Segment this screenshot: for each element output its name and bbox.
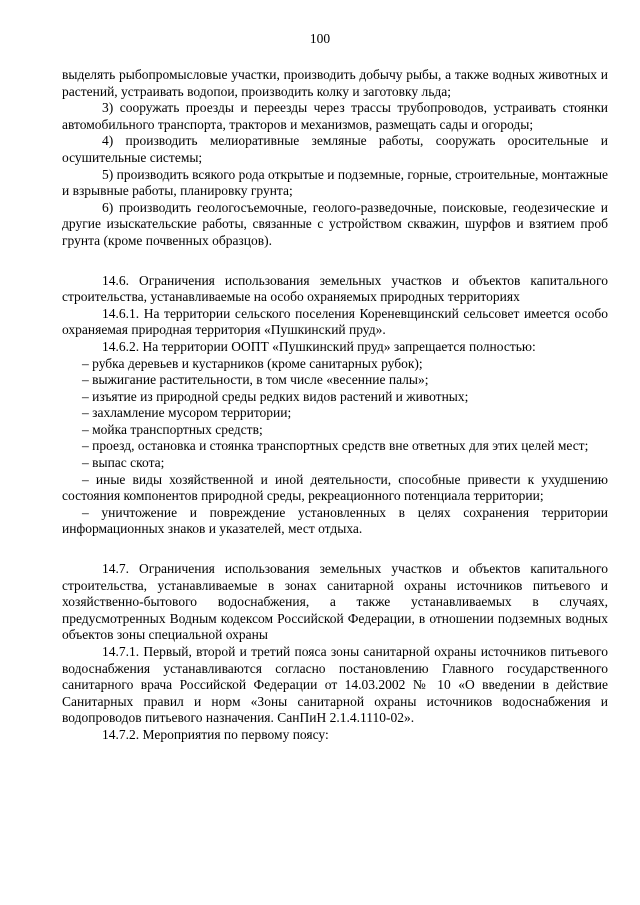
paragraph-gap [62,250,608,273]
list-item: – рубка деревьев и кустарников (кроме санитарных рубок); [82,355,423,371]
paragraph: 14.6.1. На территории сельского поселения Кореневщинский сельсовет имеется особо охраняемая природная территория «Пушкинский пруд». [62,305,608,338]
paragraph: 4) производить мелиоративные земляные работы, сооружать оросительные и осушительные системы; [62,133,608,165]
paragraph: 5) производить всякого рода открытые и подземные, горные, строительные, монтажные и взрывные работы, планировку грунта; [62,166,608,199]
list-item: – изъятие из природной среды редких видов растений и животных; [82,388,469,404]
paragraph: 14.6. Ограничения использования земельных участков и объектов капитального строительства, устанавливаемые на особо охраняемых природных территориях [62,272,608,305]
paragraph: 14.7.1. Первый, второй и третий пояса зоны санитарной охраны источников питьевого водоснабжения устанавливаются согласно постановлению Главного государственного санитарного врача Российской Федерации от 14.03.2002 № 10 «О введении в действие Санитарных правил и норм «Зоны санитарной охраны источников водоснабжения и водопроводов питьевого назначения. СанПиН 2.1.4.1110-02». [62,644,608,726]
paragraph: 14.7. Ограничения использования земельных участков и объектов капитального строительства, устанавливаемые в зонах санитарной охраны источников питьевого и хозяйственно-бытового водоснабжения, а также устанавливаемых в случаях, предусмотренных Водным кодексом Российской Федерации, в отношении подземных водных объектов зоны специальной охраны [62,561,608,643]
paragraph: 3) сооружать проезды и переезды через трассы трубопроводов, устраивать стоянки автомобильного транспорта, тракторов и механизмов, размещать сады и огороды; [62,100,608,132]
paragraph: выделять рыбопромысловые участки, производить добычу рыбы, а также водных животных и растений, устраивать водопои, производить колку и заготовку льда; [62,67,608,99]
paragraph-gap [62,538,608,561]
list-item: – мойка транспортных средств; [82,421,263,437]
page-number: 100 [309,31,331,46]
list-item: – выпас скота; [82,455,165,471]
paragraph: 14.6.2. На территории ООПТ «Пушкинский пруд» запрещается полностью: [102,338,536,354]
list-item: – уничтожение и повреждение установленных в целях сохранения территории информационных знаков и указателей, мест отдыха. [62,504,608,537]
list-item: – выжигание растительности, в том числе «весенние палы»; [82,372,429,388]
paragraph: 14.7.2. Мероприятия по первому поясу: [102,726,329,742]
paragraph: 6) производить геологосъемочные, геолого-разведочные, поисковые, геодезические и другие изыскательские работы, связанные с устройством скважин, шурфов и взятием проб грунта (кроме почвенных образцов). [62,199,608,248]
list-item: – проезд, остановка и стоянка транспортных средств вне ответных для этих целей мест; [82,438,589,454]
list-item: – иные виды хозяйственной и иной деятельности, способные привести к ухудшению состояния компонентов природной среды, рекреационного потенциала территории; [62,471,608,504]
list-item: – захламление мусором территории; [82,405,292,421]
document-body [62,67,608,744]
